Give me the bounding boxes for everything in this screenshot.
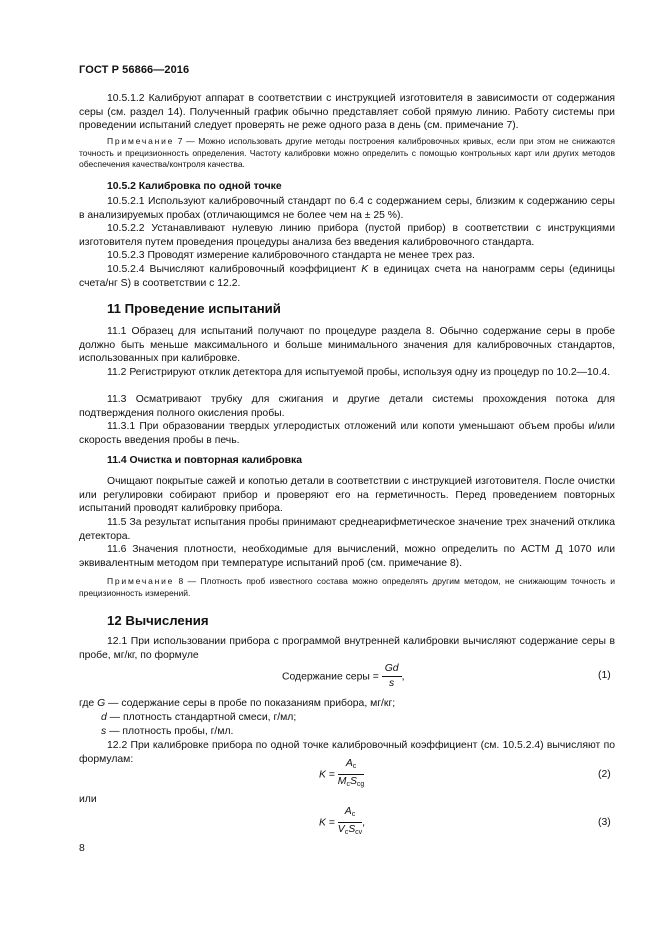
paragraph-11-3: 11.3 Осматривают трубку для сжигания и другие детали системы прохождения потока для подтверждения полного окисления пробы. xyxy=(79,394,615,419)
legend-g-symbol: G xyxy=(97,698,106,709)
equation-3-k: K xyxy=(319,817,326,829)
legend-d xyxy=(101,711,296,725)
equation-1-numerator: Gd xyxy=(382,663,402,677)
standard-header: ГОСТ Р 56866—2016 xyxy=(79,64,190,76)
equation-2-numerator xyxy=(338,758,365,775)
equation-1-fraction xyxy=(382,663,402,690)
legend-s-text: — плотность пробы, г/мл. xyxy=(109,726,234,737)
equation-2-a-sub: c xyxy=(352,763,357,770)
note-8-label: Примечание xyxy=(107,576,175,586)
heading-section-11: 11 Проведение испытаний xyxy=(107,301,281,316)
legend-s xyxy=(101,725,233,739)
paragraph-11-4: Очищают покрытые сажей и копотью детали в соответствии с инструкцией изготовителя. После очистки или регулировки собирают прибор и проверяют его на герметичность. Перед проведением повторных испытаний проводят калибровку прибора. xyxy=(79,476,615,515)
legend-where: где xyxy=(79,698,95,709)
equation-3-equals: = xyxy=(328,817,335,829)
symbol-k: K xyxy=(361,264,369,275)
note-7 xyxy=(79,136,615,171)
equation-2-fraction xyxy=(338,758,365,791)
paragraph-11-2: 11.2 Регистрируют отклик детектора для испытуемой пробы, используя одну из процедур по 10.2—10.4. xyxy=(107,367,611,378)
paragraph-10-5-2-3: 10.5.2.3 Проводят измерение калибровочного стандарта не менее трех раз. xyxy=(107,250,475,261)
note-8-text: 8 — Плотность проб известного состава можно определять другим методом, не снижающим точность и прецизионность измерений. xyxy=(79,576,615,598)
paragraph-10-5-2-2: 10.5.2.2 Устанавливают нулевую линию прибора (пустой прибор) в соответствии с инструкциями изготовителя путем проведения процедуры анализа без введения калибровочного стандарта. xyxy=(79,223,615,248)
paragraph-10-5-2-4-b: в единицах счета на нанограмм серы (единицы счета/нг S) в соответствии с 12.2. xyxy=(79,264,616,289)
equation-1-lhs: Содержание серы = xyxy=(282,671,379,683)
equation-3-comma: , xyxy=(362,817,366,829)
legend-g-text: — содержание серы в пробе по показаниям прибора, мг/кг; xyxy=(108,698,396,709)
equation-1-comma: , xyxy=(401,671,405,683)
equation-3-a-sub: c xyxy=(351,811,356,818)
equation-2-m: M xyxy=(337,776,347,787)
paragraph-11-1: 11.1 Образец для испытаний получают по процедуре раздела 8. Обычно содержание серы в пробе должно быть меньше максимального и больше минимального значения для калибровочных стандартов, использованных при калибровке. xyxy=(79,326,615,365)
paragraph-10-5-1-2: 10.5.1.2 Калибруют аппарат в соответствии с инструкцией изготовителя в зависимости от содержания серы (см. раздел 14). Полученный график обычно представляет собой прямую линию. Работу системы при проведении испытаний следует проверять не реже одного раза в день (см. примечание 7). xyxy=(79,93,615,132)
note-8 xyxy=(79,576,615,599)
equation-3 xyxy=(319,806,365,839)
equation-3-number: (3) xyxy=(598,817,611,828)
equation-2-equals: = xyxy=(328,769,335,781)
equation-3-s-sub: cv xyxy=(355,829,363,836)
equation-1 xyxy=(282,663,404,690)
equation-3-fraction xyxy=(338,806,362,839)
equation-3-s: S xyxy=(348,824,356,835)
equation-3-numerator xyxy=(338,806,362,823)
paragraph-11-5: 11.5 За результат испытания пробы принимают среднеарифметическое значение трех значений отклика детектора. xyxy=(79,517,615,542)
paragraph-10-5-2-4-a: 10.5.2.4 Вычисляют калибровочный коэффициент xyxy=(107,264,357,275)
heading-section-12: 12 Вычисления xyxy=(107,613,209,628)
paragraph-12-2: 12.2 При калибровке прибора по одной точке калибровочный коэффициент (см. 10.5.2.4) вычисляют по формулам: xyxy=(79,740,615,765)
equation-3-v: V xyxy=(337,824,345,835)
paragraph-10-5-2-1: 10.5.2.1 Используют калибровочный стандарт по 6.4 с содержанием серы, близким к содержанию серы в анализируемых пробах (отличающимся не более чем на ± 25 %). xyxy=(79,196,615,221)
equation-2-number: (2) xyxy=(598,769,611,780)
heading-11-4: 11.4 Очистка и повторная калибровка xyxy=(107,455,303,466)
equation-2-s: S xyxy=(349,776,357,787)
equation-2-k: K xyxy=(319,769,326,781)
equation-3-a: A xyxy=(344,806,352,817)
equation-1-number: (1) xyxy=(598,670,611,681)
equation-2 xyxy=(319,758,364,791)
paragraph-11-6: 11.6 Значения плотности, необходимые для вычислений, можно определить по АСТМ Д 1070 или эквивалентным методом при температуре испытаний проб (см. примечание 8). xyxy=(79,544,615,569)
page-number: 8 xyxy=(79,843,85,854)
equation-2-a: A xyxy=(345,758,353,769)
equation-1-denominator: s xyxy=(389,678,395,689)
paragraph-12-1: 12.1 При использовании прибора с программой внутренней калибровки вычисляют содержание серы в пробе, мг/кг, по формуле xyxy=(79,636,615,661)
legend-d-text: — плотность стандартной смеси, г/мл; xyxy=(109,712,297,723)
heading-10-5-2: 10.5.2 Калибровка по одной точке xyxy=(107,181,282,192)
equation-2-denominator xyxy=(338,775,365,791)
paragraph-11-3-1: 11.3.1 При образовании твердых углеродистых отложений или копоти уменьшают объем пробы и/или скорость введения пробы в печь. xyxy=(79,421,615,446)
legend-s-symbol: s xyxy=(101,726,107,737)
note-7-text: 7 — Можно использовать другие методы построения калибровочных кривых, если при этом не снижаются точность и прецизионность определения. Частоту калибровки можно определить с помощью контрольных карт или других методов обеспечения качества/контроля качества. xyxy=(79,136,615,170)
legend-g xyxy=(79,697,395,711)
note-7-label: Примечание xyxy=(107,136,175,146)
equation-3-denominator xyxy=(338,823,362,839)
paragraph-10-5-2-4 xyxy=(79,263,615,290)
equation-2-m-sub: c xyxy=(346,781,350,788)
legend-d-symbol: d xyxy=(101,712,107,723)
or-text: или xyxy=(79,794,97,805)
equation-2-s-sub: cg xyxy=(356,781,365,788)
equation-3-v-sub: c xyxy=(344,829,349,836)
